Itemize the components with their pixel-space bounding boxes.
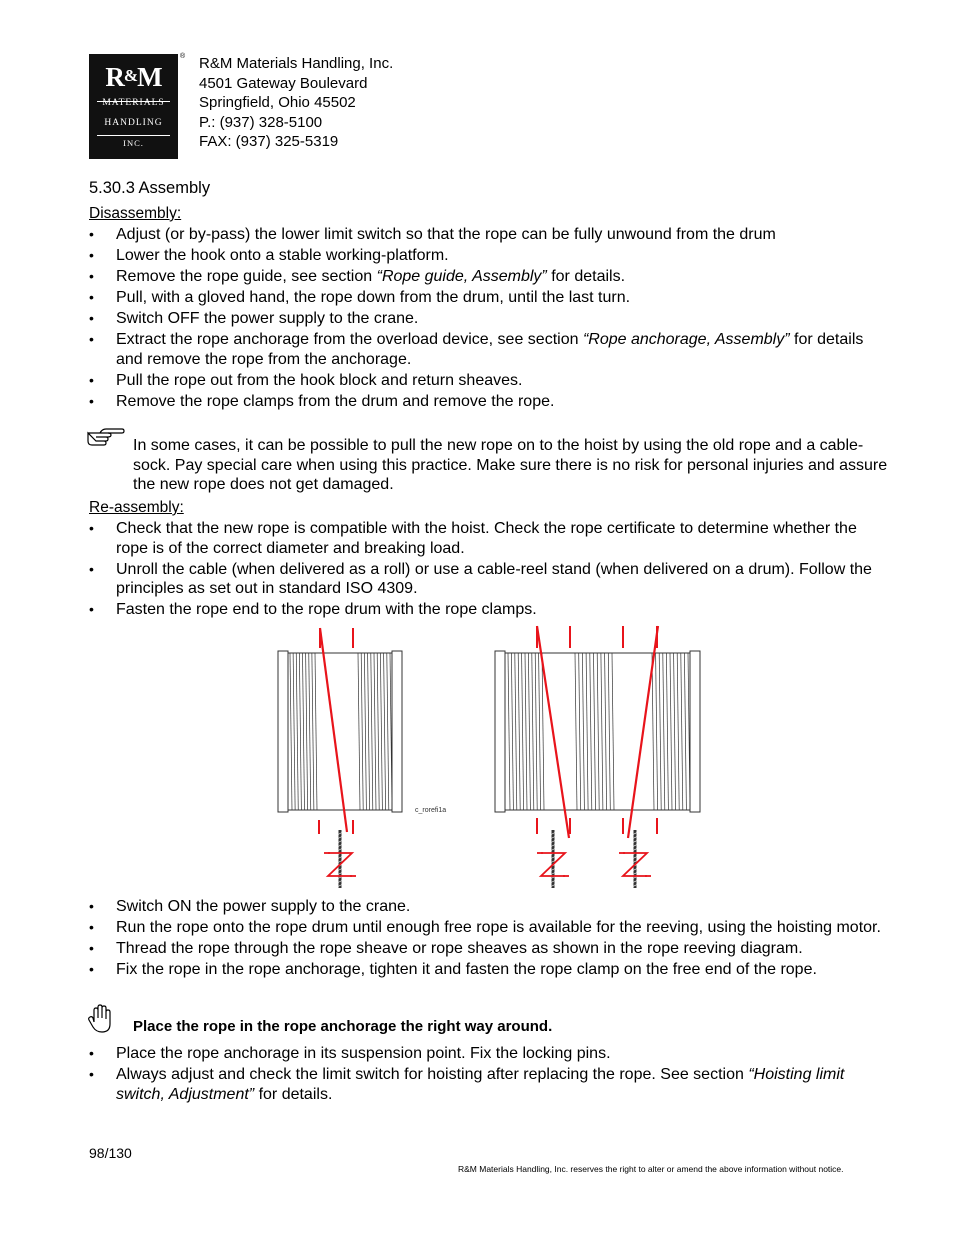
address-line: 4501 Gateway Boulevard [199, 74, 368, 92]
list-item: • Unroll the cable (when delivered as a roll) or use a cable-reel stand (when delivered on a drum). Follow the principles as set out in standard ISO 4309. [89, 560, 889, 599]
address-line: P.: (937) 328-5100 [199, 113, 323, 131]
footer-notice: R&M Materials Handling, Inc. reserves the right to alter or amend the above information without notice. [458, 1164, 844, 1174]
raised-hand-icon [88, 1004, 116, 1034]
reassembly-list [89, 519, 889, 621]
drum-left [278, 628, 402, 888]
list-item: • Fix the rope in the rope anchorage, tighten it and fasten the rope clamp on the free end of the rope. [89, 960, 889, 980]
drum-flange [495, 651, 505, 812]
list-item: • Check that the new rope is compatible with the hoist. Check the rope certificate to determine whether the rope is of the correct diameter and breaking load. [89, 519, 889, 558]
section-reference: “Hoisting limit switch, Adjustment” [116, 1066, 845, 1103]
disassembly-list [89, 225, 889, 413]
logo-rule [97, 135, 170, 136]
logo-line1: MATERIALS [102, 98, 165, 108]
company-address [199, 54, 393, 152]
registered-mark: ® [180, 53, 186, 60]
list-item: • Run the rope onto the rope drum until enough free rope is available for the reeving, using the hoisting motor. [89, 918, 889, 938]
list-item: • Extract the rope anchorage from the overload device, see section “Rope anchorage, Assembly” for details and remove the rope from the anchorage. [89, 330, 889, 369]
disassembly-heading: Disassembly: [89, 205, 182, 222]
company-logo [89, 54, 178, 159]
logo-line3: INC. [123, 138, 144, 148]
section-reference: “Rope anchorage, Assembly” [582, 331, 790, 348]
logo-line2: HANDLING [104, 118, 163, 128]
tip-note: In some cases, it can be possible to pull the new rope on to the hoist by using the old rope and a cable-sock. Pay special care when using this practice. Make sure there is no risk for personal injuries and assure the new rope does not get damaged. [133, 437, 888, 493]
drum-flange [690, 651, 700, 812]
list-item: • Switch OFF the power supply to the crane. [89, 309, 889, 329]
list-item: • Pull, with a gloved hand, the rope down from the drum, until the last turn. [89, 288, 889, 308]
section-reference: “Rope guide, Assembly” [376, 268, 547, 285]
rope-drum-figure [260, 620, 720, 892]
list-item: • Fasten the rope end to the rope drum with the rope clamps. [89, 600, 889, 620]
address-line: FAX: (937) 325-5319 [199, 133, 339, 150]
list-item: • Always adjust and check the limit switch for hoisting after replacing the rope. See section “Hoisting limit switch, Adjustment” for details. [89, 1065, 889, 1104]
drum-flange [278, 651, 288, 812]
list-item: • Adjust (or by-pass) the lower limit switch so that the rope can be fully unwound from the drum [89, 225, 889, 245]
page-number: 98/130 [89, 1145, 132, 1161]
drum-right [495, 626, 700, 888]
list-item: • Remove the rope guide, see section “Rope guide, Assembly” for details. [89, 267, 889, 287]
logo-main: R&M [105, 62, 162, 92]
reassembly-heading: Re-assembly: [89, 499, 184, 516]
section-title: 5.30.3 Assembly [89, 179, 211, 197]
list-item: • Remove the rope clamps from the drum and remove the rope. [89, 392, 889, 412]
drum-flange [392, 651, 402, 812]
address-line: Springfield, Ohio 45502 [199, 94, 356, 111]
reassembly-list-continued [89, 897, 889, 981]
warning-note: Place the rope in the rope anchorage the right way around. [133, 1018, 553, 1035]
list-item: • Switch ON the power supply to the crane. [89, 897, 889, 917]
pointing-hand-icon [86, 425, 126, 447]
list-item: • Pull the rope out from the hook block and return sheaves. [89, 371, 889, 391]
figure-label: c_rorefi1a [415, 807, 447, 814]
list-item: • Lower the hook onto a stable working-platform. [89, 246, 889, 266]
list-item: • Place the rope anchorage in its suspension point. Fix the locking pins. [89, 1044, 889, 1064]
address-line: R&M Materials Handling, Inc. [199, 55, 394, 72]
list-item: • Thread the rope through the rope sheave or rope sheaves as shown in the rope reeving diagram. [89, 939, 889, 959]
final-list [89, 1044, 889, 1106]
